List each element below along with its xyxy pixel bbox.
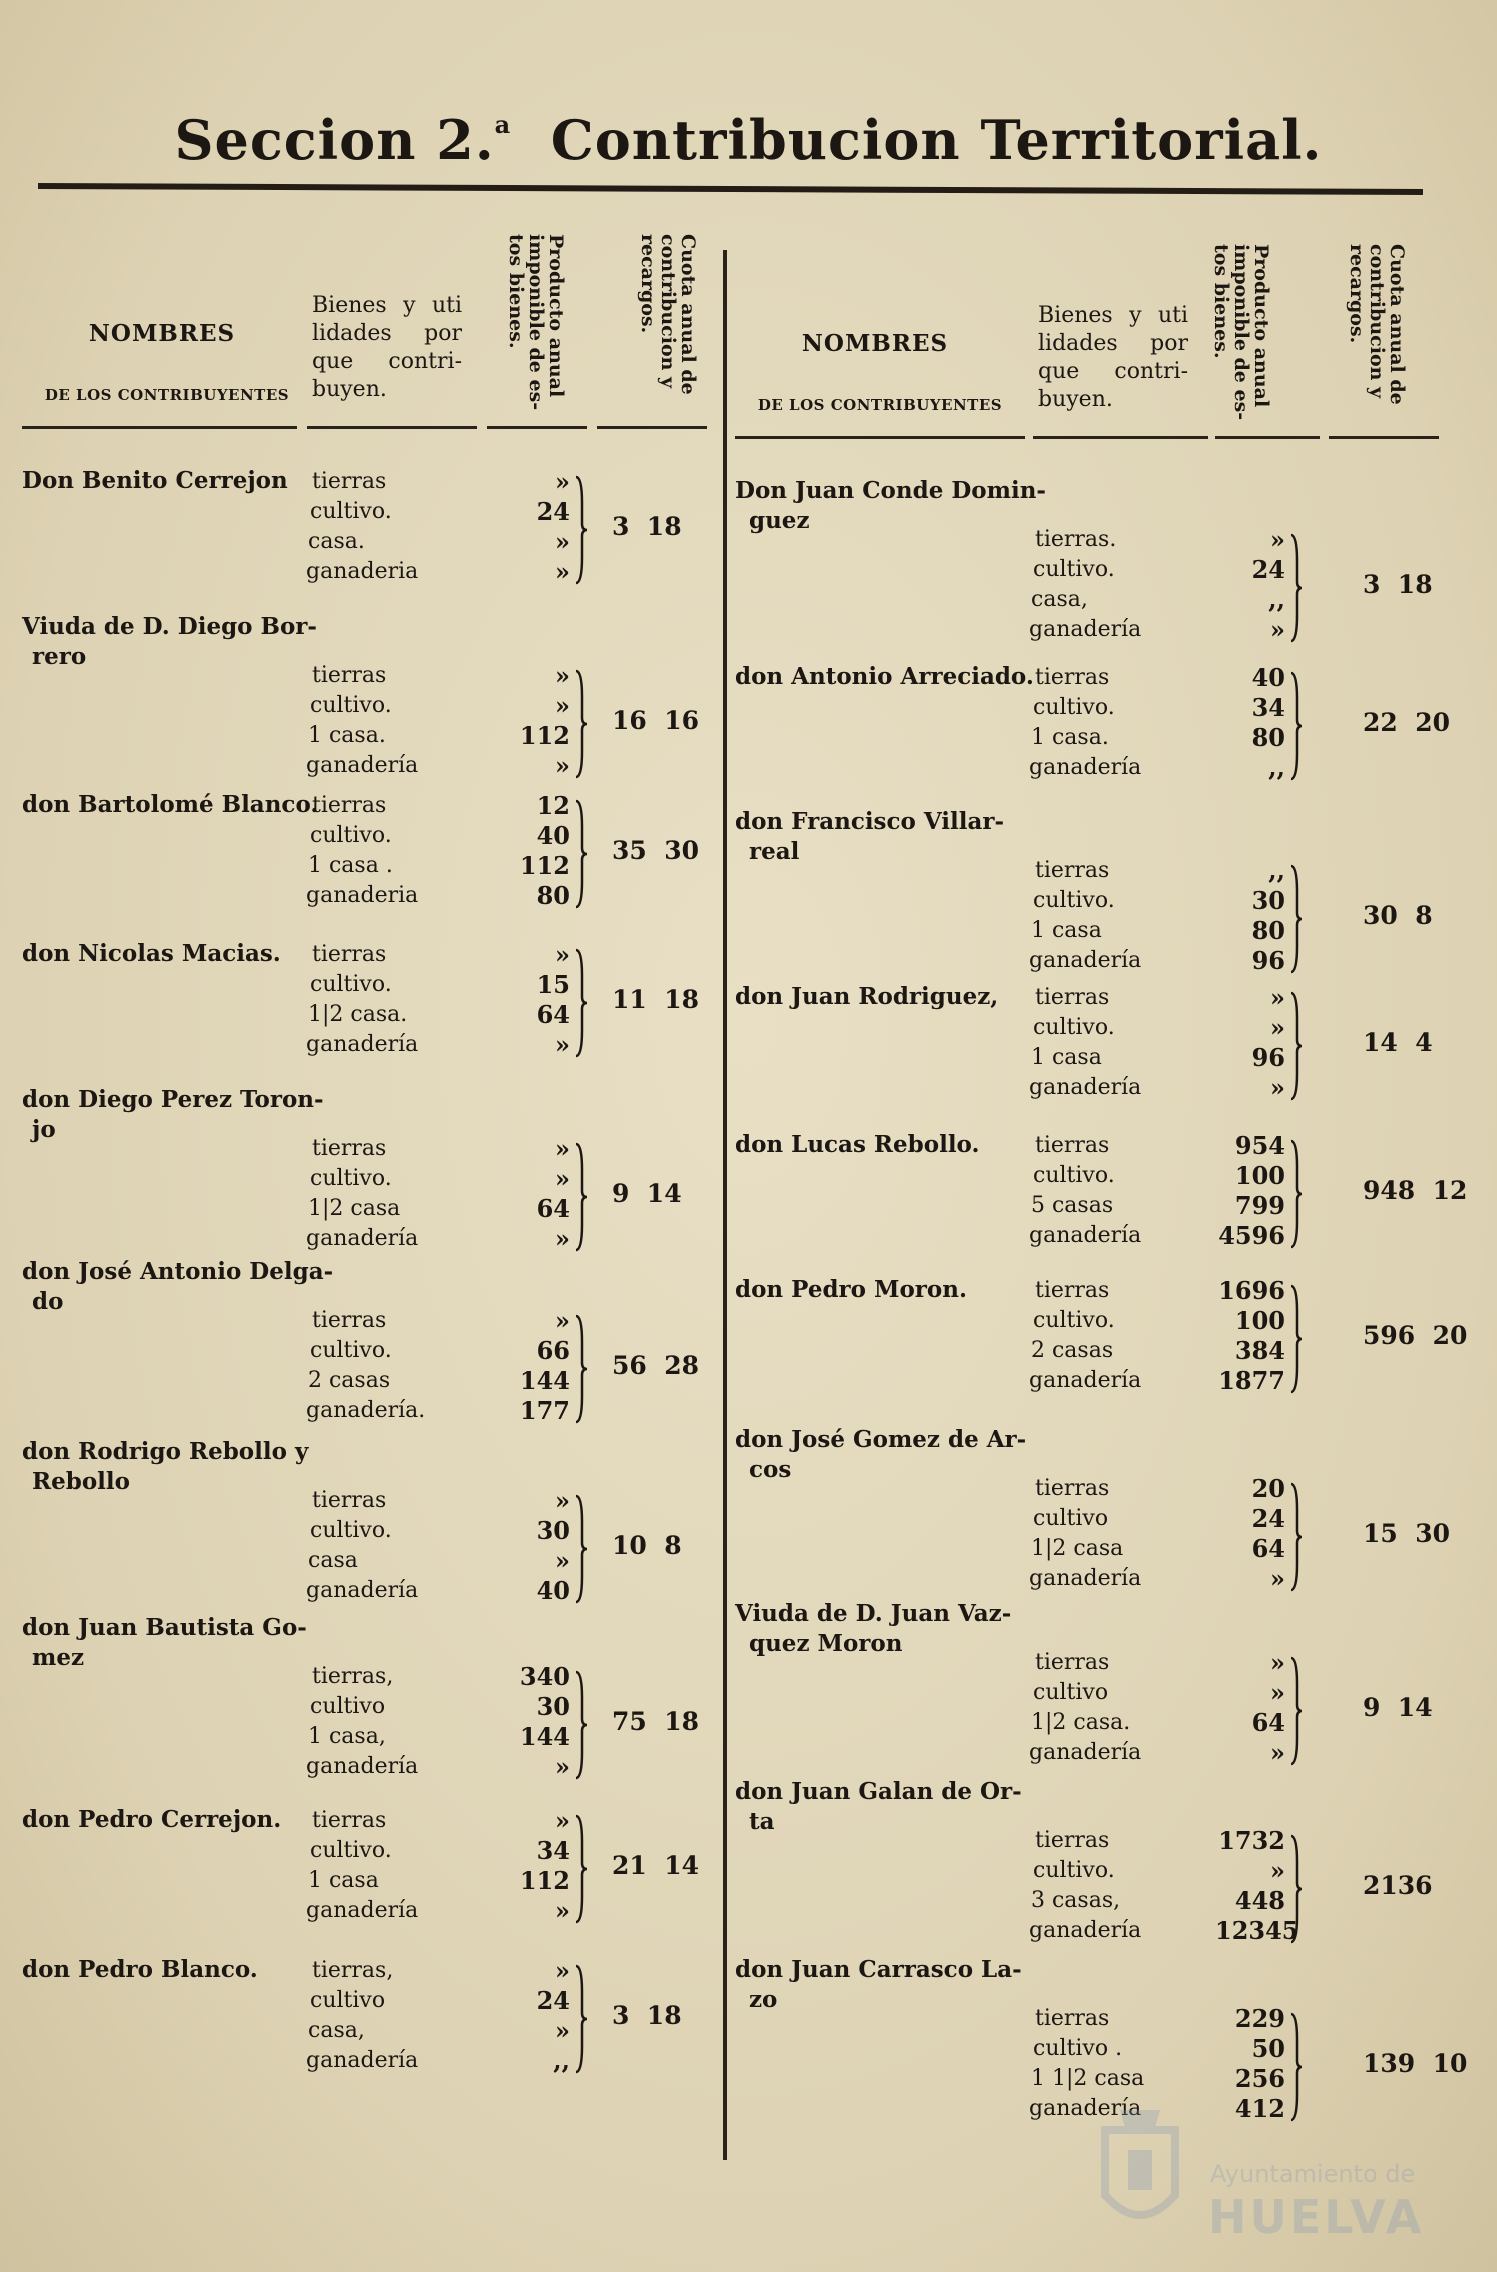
property-value: 40 <box>536 1576 570 1605</box>
property-item: 5 casas <box>1031 1193 1114 1218</box>
brace-icon <box>1287 1834 1303 1944</box>
page-title: Seccion 2.$^a$ Contribucion Territorial. <box>174 108 1323 172</box>
property-value: » <box>1270 1013 1285 1042</box>
property-item: 1 casa. <box>308 723 386 748</box>
property-item: ganadería <box>1029 1740 1142 1765</box>
property-value: » <box>555 467 570 496</box>
property-item: ganaderia <box>306 559 419 584</box>
annual-quota: 35 30 <box>612 836 699 865</box>
property-item: tierras <box>312 1808 387 1833</box>
property-value: 24 <box>1251 1504 1285 1533</box>
property-item: cultivo. <box>1033 1015 1115 1040</box>
brace-icon <box>1287 864 1303 974</box>
property-value: 954 <box>1234 1131 1285 1160</box>
annual-quota: 3 18 <box>1363 570 1433 599</box>
contributor-name-continued: Rebollo <box>32 1468 130 1495</box>
property-item: cultivo <box>310 1694 386 1719</box>
property-value: » <box>1270 1856 1285 1885</box>
property-item: ganadería <box>1029 1223 1142 1248</box>
property-item: cultivo. <box>310 823 392 848</box>
property-value: 1696 <box>1218 1276 1285 1305</box>
contributor-name-continued: guez <box>749 507 810 534</box>
property-item: casa, <box>1031 587 1088 612</box>
property-item: ganadería <box>306 1032 419 1057</box>
contributor-name-continued: do <box>32 1288 64 1315</box>
property-item: 1|2 casa <box>1031 1536 1124 1561</box>
property-value: 12 <box>536 791 570 820</box>
property-value: 64 <box>1251 1534 1285 1563</box>
brace-icon <box>572 1964 588 2074</box>
annual-quota: 21 14 <box>612 1851 699 1880</box>
property-value: 144 <box>519 1366 570 1395</box>
annual-quota: 30 8 <box>1363 901 1433 930</box>
property-item: casa. <box>308 529 365 554</box>
property-item: cultivo. <box>1033 1308 1115 1333</box>
property-item: 1 casa <box>308 1868 379 1893</box>
contributor-name: Viuda de D. Diego Bor- <box>22 613 317 640</box>
contributor-name: don Juan Bautista Go- <box>22 1614 307 1641</box>
property-value: » <box>1270 1564 1285 1593</box>
property-value: » <box>555 1752 570 1781</box>
contributor-name: don Pedro Cerrejon. <box>22 1806 282 1833</box>
property-item: tierras <box>312 793 387 818</box>
property-value: » <box>1270 525 1285 554</box>
property-value: » <box>555 691 570 720</box>
property-item: tierras <box>1035 1133 1110 1158</box>
property-value: 34 <box>536 1836 570 1865</box>
property-item: 1 casa <box>1031 1045 1102 1070</box>
property-item: cultivo. <box>310 1838 392 1863</box>
property-item: tierras <box>312 1488 387 1513</box>
contributor-name: don Juan Rodriguez, <box>735 983 999 1010</box>
property-value: » <box>555 751 570 780</box>
property-value: 30 <box>536 1516 570 1545</box>
property-value: 448 <box>1234 1886 1285 1915</box>
annual-quota: 2136 <box>1363 1871 1433 1900</box>
brace-icon <box>1287 1139 1303 1249</box>
property-value: 64 <box>1251 1708 1285 1737</box>
header-bienes: Bienes y uti lidades por que contri- buyen. <box>1038 303 1188 412</box>
property-item: cultivo. <box>1033 695 1115 720</box>
right-column <box>735 220 1468 2123</box>
property-item: tierras, <box>312 1958 394 1983</box>
property-item: ganadería <box>1029 948 1142 973</box>
property-item: 1 casa, <box>308 1724 386 1749</box>
annual-quota: 22 20 <box>1363 708 1450 737</box>
property-value: 40 <box>1251 663 1285 692</box>
property-item: cultivo. <box>310 693 392 718</box>
brace-icon <box>572 1494 588 1604</box>
watermark-line1: Ayuntamiento de <box>1210 2160 1416 2188</box>
property-value: » <box>555 1224 570 1253</box>
annual-quota: 3 18 <box>612 512 682 541</box>
property-item: cultivo. <box>1033 1163 1115 1188</box>
property-item: tierras <box>1035 1828 1110 1853</box>
annual-quota: 15 30 <box>1363 1519 1450 1548</box>
property-value: 1732 <box>1218 1826 1285 1855</box>
contributor-name: don José Antonio Delga- <box>22 1258 334 1285</box>
header-contribuyentes: DE LOS CONTRIBUYENTES <box>44 386 290 404</box>
property-value: ,, <box>1268 856 1285 885</box>
property-value: 1877 <box>1218 1366 1285 1395</box>
property-value: 177 <box>519 1396 570 1425</box>
annual-quota: 3 18 <box>612 2001 682 2030</box>
property-value: 96 <box>1251 1043 1285 1072</box>
property-value: 24 <box>1251 555 1285 584</box>
left-column <box>22 220 702 2075</box>
property-item: cultivo. <box>310 1338 392 1363</box>
property-item: 3 casas, <box>1031 1888 1121 1913</box>
annual-quota: 10 8 <box>612 1531 682 1560</box>
contributor-name-continued: real <box>749 838 800 865</box>
property-item: 1|2 casa <box>308 1196 401 1221</box>
property-item: ganaderia <box>306 883 419 908</box>
annual-quota: 596 20 <box>1363 1321 1468 1350</box>
annual-quota: 11 18 <box>612 985 699 1014</box>
contributor-name: don Pedro Blanco. <box>22 1956 258 1983</box>
property-item: cultivo . <box>1033 2036 1123 2061</box>
contributor-name: Don Benito Cerrejon <box>22 467 288 494</box>
property-item: ganadería <box>306 1754 419 1779</box>
property-value: 24 <box>536 1986 570 2015</box>
property-value: » <box>1270 1073 1285 1102</box>
contributor-name: don Diego Perez Toron- <box>22 1086 324 1113</box>
property-item: tierras <box>1035 2006 1110 2031</box>
brace-icon <box>572 948 588 1058</box>
property-value: » <box>1270 1648 1285 1677</box>
property-value: » <box>555 1486 570 1515</box>
contributor-name-continued: jo <box>32 1116 56 1143</box>
property-item: tierras <box>312 1308 387 1333</box>
header-producto: Producto anual imponible de es- tos bienes. <box>505 234 567 411</box>
property-item: ganadería <box>306 2048 419 2073</box>
contributor-name-continued: rero <box>32 643 87 670</box>
property-value: » <box>555 557 570 586</box>
header-bienes: Bienes y uti lidades por que contri- buyen. <box>312 293 462 402</box>
header-producto: Producto anual imponible de es- tos bienes. <box>1210 244 1272 421</box>
property-value: 20 <box>1251 1474 1285 1503</box>
header-nombres: NOMBRES <box>88 320 236 347</box>
property-value: 80 <box>1251 723 1285 752</box>
property-item: ganadería <box>1029 1075 1142 1100</box>
property-value: 24 <box>536 497 570 526</box>
property-value: 4596 <box>1218 1221 1285 1250</box>
property-value: » <box>555 1806 570 1835</box>
brace-icon <box>1287 1656 1303 1766</box>
property-value: 229 <box>1234 2004 1285 2033</box>
property-item: tierras <box>1035 1278 1110 1303</box>
property-item: ganadería <box>306 1578 419 1603</box>
property-item: 1 casa. <box>1031 725 1109 750</box>
property-item: tierras. <box>1035 527 1117 552</box>
property-value: 100 <box>1234 1161 1285 1190</box>
property-value: 40 <box>536 821 570 850</box>
property-value: » <box>555 1956 570 1985</box>
property-value: » <box>555 1030 570 1059</box>
ayuntamiento-watermark <box>1090 2100 1470 2250</box>
property-item: cultivo. <box>1033 888 1115 913</box>
brace-icon <box>572 1670 588 1780</box>
property-item: 1 1|2 casa <box>1031 2066 1145 2091</box>
property-item: casa <box>308 1548 358 1573</box>
property-item: tierras <box>1035 1476 1110 1501</box>
property-value: ,, <box>1268 753 1285 782</box>
property-value: 12345 <box>1215 1916 1299 1945</box>
contributor-name: don Nicolas Macias. <box>22 940 281 967</box>
left-header <box>22 220 702 435</box>
property-value: » <box>555 1134 570 1163</box>
property-value: » <box>555 2016 570 2045</box>
contributor-name: Viuda de D. Juan Vaz- <box>735 1600 1012 1627</box>
property-value: 100 <box>1234 1306 1285 1335</box>
property-item: cultivo. <box>310 1518 392 1543</box>
property-value: » <box>555 940 570 969</box>
contributor-name: don Rodrigo Rebollo y <box>22 1438 309 1465</box>
property-value: » <box>1270 983 1285 1012</box>
contributor-name-continued: zo <box>749 1986 778 2013</box>
brace-icon <box>572 475 588 585</box>
property-value: » <box>555 527 570 556</box>
property-value: » <box>555 1164 570 1193</box>
property-item: ganadería <box>306 753 419 778</box>
property-value: » <box>555 661 570 690</box>
property-value: 30 <box>1251 886 1285 915</box>
property-value: 80 <box>1251 916 1285 945</box>
title-rule <box>38 183 1423 195</box>
annual-quota: 948 12 <box>1363 1176 1468 1205</box>
property-item: cultivo <box>1033 1680 1109 1705</box>
property-item: cultivo. <box>310 1166 392 1191</box>
property-value: 50 <box>1251 2034 1285 2063</box>
brace-icon <box>572 1814 588 1924</box>
right-header <box>735 220 1435 435</box>
property-item: ganadería <box>1029 617 1142 642</box>
brace-icon <box>572 1142 588 1252</box>
property-item: casa, <box>308 2018 365 2043</box>
annual-quota: 56 28 <box>612 1351 699 1380</box>
header-cuota: Cuota anual de contribucion y recargos. <box>637 234 699 395</box>
contributor-name-continued: cos <box>749 1456 792 1483</box>
property-value: 80 <box>536 881 570 910</box>
property-value: 112 <box>519 721 570 750</box>
header-nombres: NOMBRES <box>801 330 949 357</box>
brace-icon <box>572 799 588 909</box>
crest-icon <box>1090 2100 1190 2240</box>
property-item: cultivo. <box>1033 1858 1115 1883</box>
property-item: cultivo. <box>310 499 392 524</box>
property-value: ,, <box>553 2046 570 2075</box>
annual-quota: 16 16 <box>612 706 699 735</box>
brace-icon <box>1287 533 1303 643</box>
property-item: 1 casa . <box>308 853 393 878</box>
contributor-name: don Francisco Villar- <box>735 808 1005 835</box>
contributor-name: don Juan Galan de Or- <box>735 1778 1022 1805</box>
brace-icon <box>1287 991 1303 1101</box>
property-item: tierras <box>1035 665 1110 690</box>
property-value: 799 <box>1234 1191 1285 1220</box>
contributor-name-continued: quez Moron <box>749 1630 903 1657</box>
property-value: » <box>1270 1738 1285 1767</box>
property-value: 412 <box>1234 2094 1285 2123</box>
property-item: tierras <box>312 469 387 494</box>
header-contribuyentes: DE LOS CONTRIBUYENTES <box>757 396 1003 414</box>
property-item: ganadería <box>1029 2096 1142 2121</box>
property-item: ganadería <box>1029 1918 1142 1943</box>
property-value: » <box>1270 615 1285 644</box>
contributor-name: don Antonio Arreciado. <box>735 663 1034 690</box>
property-item: 2 casas <box>308 1368 391 1393</box>
property-item: 2 casas <box>1031 1338 1114 1363</box>
property-item: ganadería <box>1029 755 1142 780</box>
property-value: 66 <box>536 1336 570 1365</box>
property-item: tierras <box>1035 1650 1110 1675</box>
property-value: 96 <box>1251 946 1285 975</box>
property-item: tierras <box>1035 858 1110 883</box>
property-item: tierras, <box>312 1664 394 1689</box>
property-value: 112 <box>519 851 570 880</box>
property-item: cultivo <box>1033 1506 1109 1531</box>
property-value: » <box>555 1546 570 1575</box>
property-item: cultivo <box>310 1988 386 2013</box>
header-cuota: Cuota anual de contribucion y recargos. <box>1346 244 1408 405</box>
property-value: 144 <box>519 1722 570 1751</box>
property-item: ganadería. <box>306 1398 426 1423</box>
property-value: » <box>555 1896 570 1925</box>
annual-quota: 9 14 <box>1363 1693 1433 1722</box>
property-item: tierras <box>312 1136 387 1161</box>
property-value: 30 <box>536 1692 570 1721</box>
property-item: 1 casa <box>1031 918 1102 943</box>
contributor-name-continued: ta <box>749 1808 775 1835</box>
property-value: 340 <box>519 1662 570 1691</box>
contributor-name: don Juan Carrasco La- <box>735 1956 1022 1983</box>
property-item: ganadería <box>1029 1368 1142 1393</box>
property-item: cultivo. <box>310 972 392 997</box>
property-value: ,, <box>1268 585 1285 614</box>
property-item: ganadería <box>306 1226 419 1251</box>
property-item: tierras <box>1035 985 1110 1010</box>
contributor-name: don Bartolomé Blanco. <box>22 791 319 818</box>
contributor-name: don José Gomez de Ar- <box>735 1426 1027 1453</box>
property-item: 1|2 casa. <box>308 1002 408 1027</box>
annual-quota: 9 14 <box>612 1179 682 1208</box>
annual-quota: 139 10 <box>1363 2049 1468 2078</box>
property-item: ganadería <box>306 1898 419 1923</box>
contributor-name: Don Juan Conde Domin- <box>735 477 1046 504</box>
property-value: 112 <box>519 1866 570 1895</box>
brace-icon <box>1287 671 1303 781</box>
brace-icon <box>572 669 588 779</box>
annual-quota: 14 4 <box>1363 1028 1433 1057</box>
property-value: » <box>1270 1678 1285 1707</box>
property-value: 384 <box>1234 1336 1285 1365</box>
property-item: tierras <box>312 663 387 688</box>
property-value: 64 <box>536 1194 570 1223</box>
property-value: » <box>555 1306 570 1335</box>
watermark-line2: HUELVA <box>1208 2190 1425 2244</box>
property-item: cultivo. <box>1033 557 1115 582</box>
property-item: tierras <box>312 942 387 967</box>
contributor-name: don Lucas Rebollo. <box>735 1131 980 1158</box>
annual-quota: 75 18 <box>612 1707 699 1736</box>
property-item: ganadería <box>1029 1566 1142 1591</box>
contributor-name: don Pedro Moron. <box>735 1276 967 1303</box>
column-divider <box>723 250 727 2160</box>
property-value: 15 <box>536 970 570 999</box>
property-value: 256 <box>1234 2064 1285 2093</box>
brace-icon <box>1287 1482 1303 1592</box>
brace-icon <box>572 1314 588 1424</box>
property-item: 1|2 casa. <box>1031 1710 1131 1735</box>
brace-icon <box>1287 1284 1303 1394</box>
contributor-name-continued: mez <box>32 1644 85 1671</box>
property-value: 64 <box>536 1000 570 1029</box>
property-value: 34 <box>1251 693 1285 722</box>
